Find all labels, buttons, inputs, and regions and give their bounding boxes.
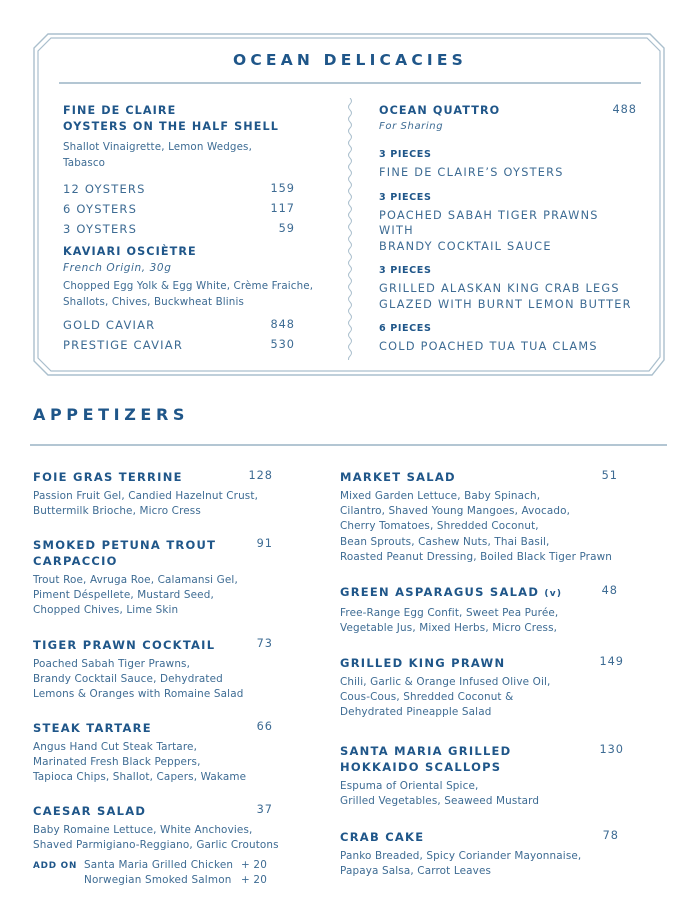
dish-desc-line: Dehydrated Pineapple Salad [340, 706, 492, 719]
dish-desc-line: Panko Breaded, Spicy Coriander Mayonnaise, [340, 850, 582, 862]
dish-name: GRILLED KING PRAWN [340, 656, 506, 670]
dish-name: CARPACCIO [33, 554, 118, 568]
caviar-subtitle: French Origin, 30g [63, 262, 172, 274]
quattro-component [379, 148, 637, 181]
component-name: GLAZED WITH BURNT LEMON BUTTER [379, 297, 632, 311]
option-price: 59 [278, 222, 295, 235]
dish-steak-tartare [33, 720, 273, 786]
caviar-option [63, 315, 295, 335]
caviar-section [63, 244, 333, 355]
ocean-title-divider [59, 82, 641, 84]
quattro-component [379, 322, 637, 355]
dish-price: 51 [601, 469, 618, 482]
appetizers-divider [30, 444, 667, 446]
option-price: 530 [270, 338, 295, 351]
dish-desc-line: Piment Déspellete, Mustard Seed, [33, 589, 214, 602]
dish-desc-line: Marinated Fresh Black Peppers, [33, 756, 201, 769]
dish-name: CAESAR SALAD [33, 804, 147, 818]
quattro-price: 488 [612, 103, 637, 116]
component-qty: 6 PIECES [379, 323, 432, 334]
caviar-name: KAVIARI OSCIÈTRE [63, 245, 197, 258]
option-price: 848 [270, 318, 295, 331]
dish-desc-line: Papaya Salsa, Carrot Leaves [340, 865, 492, 878]
dish-green-asparagus-salad [340, 584, 618, 636]
component-name: BRANDY COCKTAIL SAUCE [379, 239, 552, 253]
oysters-name-line2: OYSTERS ON THE HALF SHELL [63, 120, 279, 133]
addon-item [84, 858, 267, 873]
dish-desc-line: Baby Romaine Lettuce, White Anchovies, [33, 824, 253, 836]
dish-name: STEAK TARTARE [33, 721, 152, 735]
option-price: 117 [270, 202, 295, 215]
dish-price: 73 [256, 637, 273, 650]
dish-crab-cake [340, 829, 619, 879]
addon-name: Santa Maria Grilled Chicken [84, 859, 234, 872]
dish-desc-line: Grilled Vegetables, Seaweed Mustard [340, 795, 540, 808]
component-qty: 3 PIECES [379, 265, 432, 276]
component-qty: 3 PIECES [379, 149, 432, 160]
oysters-section [63, 103, 295, 239]
dish-desc-line: Angus Hand Cut Steak Tartare, [33, 741, 198, 753]
dish-desc-line: Free-Range Egg Confit, Sweet Pea Purée, [340, 607, 559, 619]
quattro-component [379, 264, 637, 312]
dish-desc-line: Tapioca Chips, Shallot, Capers, Wakame [33, 771, 247, 784]
component-name: COLD POACHED TUA TUA CLAMS [379, 340, 598, 353]
quattro-subtitle: For Sharing [379, 121, 444, 132]
wavy-column-divider [344, 98, 356, 360]
dish-price: 128 [248, 469, 273, 482]
oyster-option [63, 219, 295, 239]
dish-desc-line: Chopped Chives, Lime Skin [33, 604, 179, 617]
dish-desc-line: Mixed Garden Lettuce, Baby Spinach, [340, 490, 541, 502]
dish-desc-line: Trout Roe, Avruga Roe, Calamansi Gel, [33, 574, 238, 586]
dish-name: SMOKED PETUNA TROUT [33, 538, 217, 552]
dish-market-salad [340, 469, 618, 565]
ocean-delicacies-title: OCEAN DELICACIES [232, 51, 468, 69]
option-label: 6 OYSTERS [63, 202, 138, 216]
oyster-option [63, 199, 295, 219]
quattro-component [379, 191, 637, 255]
appetizers-title: APPETIZERS [33, 405, 190, 424]
dish-name: FOIE GRAS TERRINE [33, 470, 183, 484]
dish-desc-line: Roasted Peanut Dressing, Boiled Black Tiger Prawn [340, 550, 612, 563]
dish-price: 91 [256, 537, 273, 550]
addon-item [84, 873, 267, 888]
dish-desc-line: Bean Sprouts, Cashew Nuts, Thai Basil, [340, 535, 550, 548]
dish-price: 37 [256, 803, 273, 816]
dish-hokkaido-scallops [340, 743, 624, 809]
dish-desc-line: Poached Sabah Tiger Prawns, [33, 658, 191, 670]
dish-caesar-salad [33, 803, 279, 888]
dish-desc-line: Buttermilk Brioche, Micro Cress [33, 505, 201, 518]
dish-name: SANTA MARIA GRILLED [340, 744, 512, 758]
dish-name: MARKET SALAD [340, 470, 456, 484]
dish-price: 66 [256, 720, 273, 733]
addon-price: + 20 [241, 859, 268, 872]
option-label: PRESTIGE CAVIAR [63, 338, 184, 352]
component-name: GRILLED ALASKAN KING CRAB LEGS [379, 282, 620, 295]
dish-desc-line: Brandy Cocktail Sauce, Dehydrated [33, 673, 223, 686]
dish-desc-line: Cilantro, Shaved Young Mangoes, Avocado, [340, 505, 571, 518]
dish-desc-line: Shaved Parmigiano-Reggiano, Garlic Croutons [33, 839, 279, 852]
addon-price: + 20 [241, 874, 268, 887]
caviar-description-line2: Shallots, Chives, Buckwheat Blinis [63, 295, 245, 308]
dish-price: 149 [599, 655, 624, 668]
dish-desc-line: Cous-Cous, Shredded Coconut & [340, 691, 514, 704]
dish-price: 48 [601, 584, 618, 597]
vegetarian-tag: (v) [544, 589, 563, 599]
option-label: 3 OYSTERS [63, 222, 138, 236]
caesar-addons [33, 858, 333, 888]
dish-smoked-trout [33, 537, 273, 619]
option-price: 159 [270, 182, 295, 195]
dish-name: HOKKAIDO SCALLOPS [340, 760, 502, 774]
addon-name: Norwegian Smoked Salmon [84, 874, 232, 887]
dish-desc-line: Chili, Garlic & Orange Infused Olive Oil, [340, 676, 551, 688]
dish-tiger-prawn-cocktail [33, 637, 273, 703]
addon-label: ADD ON [33, 861, 78, 872]
caviar-description-line1: Chopped Egg Yolk & Egg White, Crème Fraiche, [63, 280, 314, 292]
dish-desc-line: Cherry Tomatoes, Shredded Coconut, [340, 520, 539, 533]
caviar-option [63, 335, 295, 355]
dish-desc-line: Espuma of Oriental Spice, [340, 780, 479, 792]
dish-name: CRAB CAKE [340, 830, 425, 844]
dish-desc-line: Passion Fruit Gel, Candied Hazelnut Crust, [33, 490, 259, 502]
dish-price: 78 [602, 829, 619, 842]
dish-desc-line: Vegetable Jus, Mixed Herbs, Micro Cress, [340, 622, 558, 635]
dish-name: GREEN ASPARAGUS SALAD [340, 585, 540, 599]
quattro-name: OCEAN QUATTRO [379, 104, 501, 117]
dish-desc-line: Lemons & Oranges with Romaine Salad [33, 688, 244, 701]
option-label: GOLD CAVIAR [63, 318, 156, 332]
dish-price: 130 [599, 743, 624, 756]
component-name: POACHED SABAH TIGER PRAWNS WITH [379, 208, 599, 237]
oyster-option [63, 179, 295, 199]
oysters-description: Shallot Vinaigrette, Lemon Wedges, Tabasco [63, 141, 252, 169]
dish-foie-gras [33, 469, 273, 519]
option-label: 12 OYSTERS [63, 182, 146, 196]
dish-grilled-king-prawn [340, 655, 624, 721]
component-name: FINE DE CLAIRE’S OYSTERS [379, 166, 564, 179]
component-qty: 3 PIECES [379, 191, 432, 203]
dish-name: TIGER PRAWN COCKTAIL [33, 638, 216, 652]
oysters-name-line1: FINE DE CLAIRE [63, 104, 177, 117]
ocean-quattro-section [379, 103, 637, 355]
